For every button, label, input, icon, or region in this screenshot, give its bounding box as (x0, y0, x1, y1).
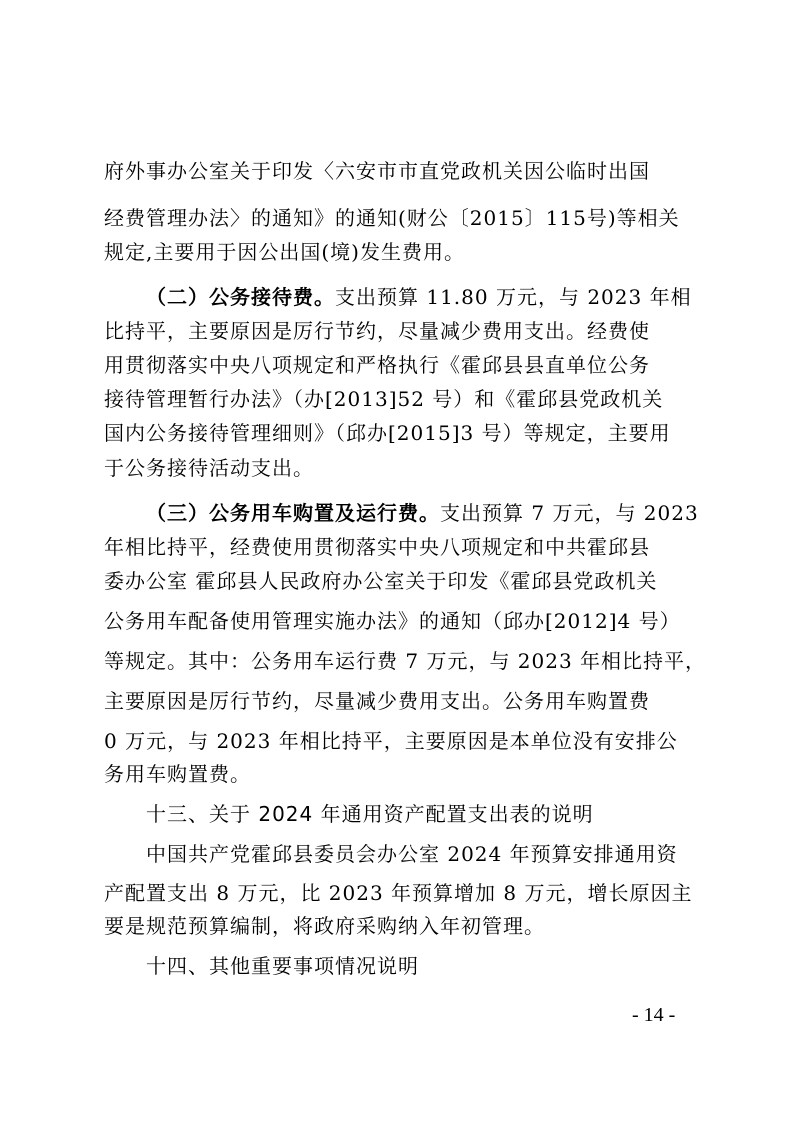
page-number: - 14 - (632, 1004, 676, 1026)
body-line-10: 支出预算 7 万元，与 2023 (440, 501, 699, 525)
body-line-19: 产配置支出 8 万元，比 2023 年预算增加 8 万元，增长原因主 (104, 881, 693, 905)
body-line-9: 于公务接待活动支出。 (104, 456, 314, 480)
reception-label: （二）公务接待费。 (146, 285, 335, 309)
body-line-13: 公务用车配备使用管理实施办法》的通知（邱办[2012]4 号） (104, 609, 681, 633)
body-line-15: 主要原因是厉行节约，尽量减少费用支出。公务用车购置费 (104, 689, 650, 713)
body-line-11: 年相比持平，经费使用贯彻落实中央八项规定和中共霍邱县 (104, 535, 650, 559)
body-line-18: 中国共产党霍邱县委员会办公室 2024 年预算安排通用资 (146, 842, 678, 866)
body-line-4: 支出预算 11.80 万元，与 2023 年相 (335, 285, 692, 309)
body-line-7: 接待管理暂行办法》（办[2013]52 号）和《霍邱县党政机关 (104, 387, 664, 411)
paragraph-reception-first-line (146, 284, 692, 310)
body-line-3: 规定,主要用于因公出国(境)发生费用。 (104, 240, 465, 264)
body-line-2: 经费管理办法〉的通知》的通知(财公〔2015〕115号)等相关 (104, 206, 680, 230)
body-line-14: 等规定。其中：公务用车运行费 7 万元，与 2023 年相比持平， (104, 649, 707, 673)
paragraph-vehicles-first-line (146, 500, 699, 526)
body-line-20: 要是规范预算编制，将政府采购纳入年初管理。 (104, 914, 545, 938)
body-line-17: 务用车购置费。 (104, 762, 251, 786)
body-line-1: 府外事办公室关于印发〈六安市市直党政机关因公临时出国 (104, 159, 650, 183)
body-line-8: 国内公务接待管理细则》（邱办[2015]3 号）等规定，主要用 (104, 421, 671, 445)
body-line-6: 用贯彻落实中央八项规定和严格执行《霍邱县县直单位公务 (104, 353, 650, 377)
body-line-16: 0 万元，与 2023 年相比持平，主要原因是本单位没有安排公 (104, 729, 678, 753)
body-line-5: 比持平，主要原因是厉行节约，尽量减少费用支出。经费使 (104, 319, 650, 343)
section-13-heading: 十三、关于 2024 年通用资产配置支出表的说明 (146, 802, 594, 826)
body-line-12: 委办公室 霍邱县人民政府办公室关于印发《霍邱县党政机关 (104, 569, 658, 593)
section-14-heading: 十四、其他重要事项情况说明 (146, 954, 419, 978)
vehicles-label: （三）公务用车购置及运行费。 (146, 501, 440, 525)
